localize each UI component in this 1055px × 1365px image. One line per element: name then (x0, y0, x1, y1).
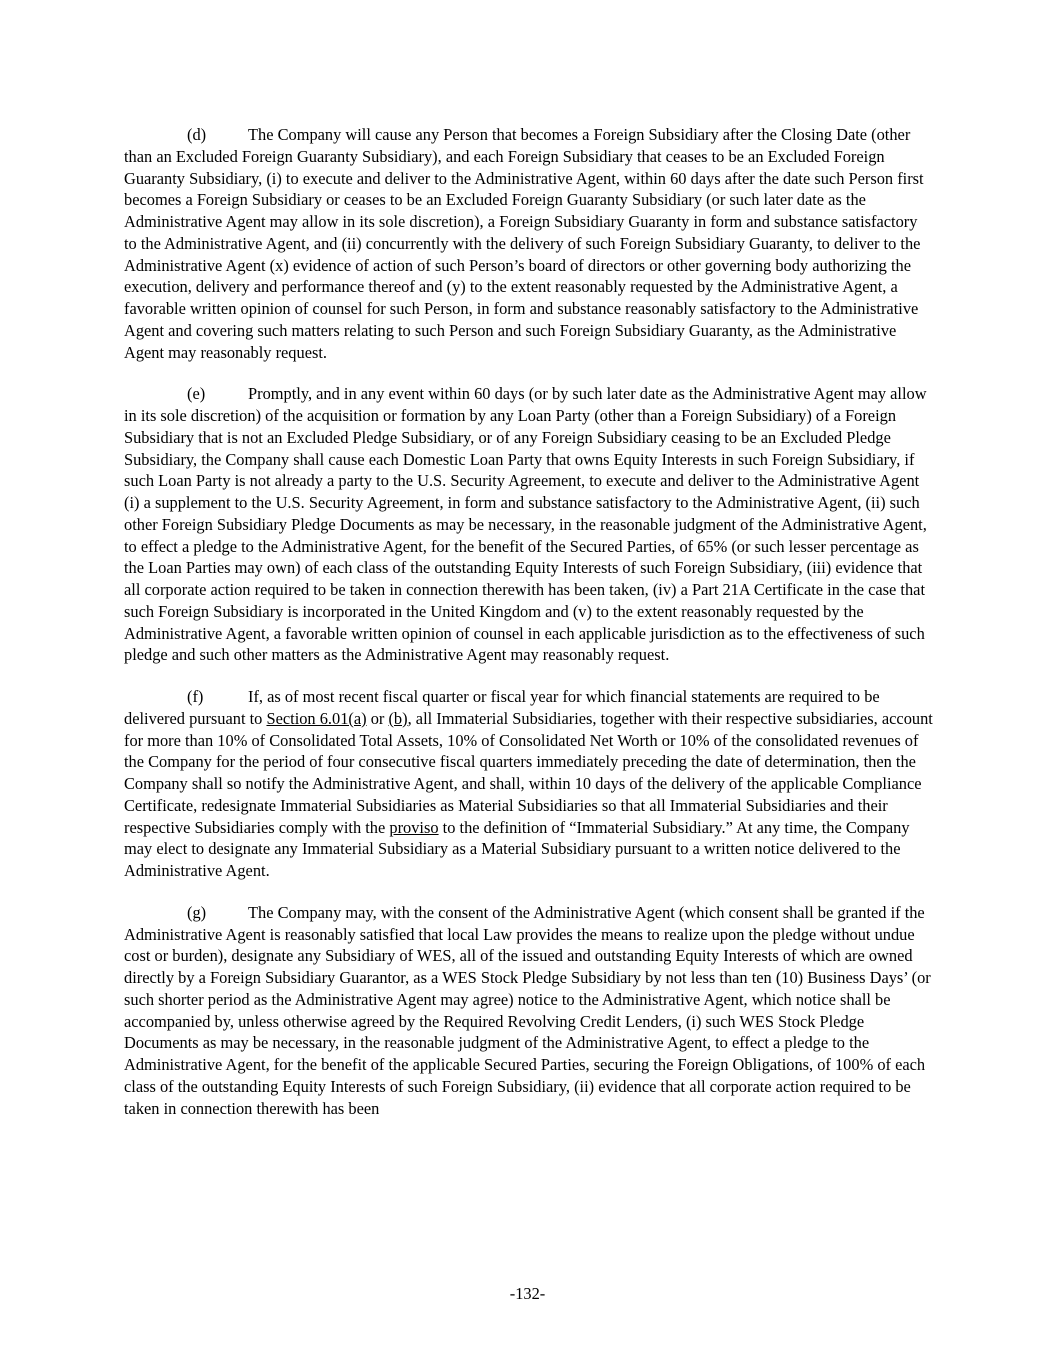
paragraph-label: (f) (187, 687, 204, 706)
paragraph-g (124, 902, 934, 1120)
paragraph-f (124, 686, 934, 882)
paragraph-label: (e) (187, 384, 206, 404)
paragraph-text: or (366, 708, 389, 728)
paragraph-text: The Company may, with the consent of the Administrative Agent (which consent shall be granted if the Administrative Agent is reasonably satisfied that local Law provides the means to realize upon the pledge without undue cost or burden), designate any Subsidiary of WES, all of the issued and outstanding Equity Interests of which are owned directly by a Foreign Subsidiary Guarantor, as a WES Stock Pledge Subsidiary by not less than ten (10) Business Days’ (or such shorter period as the Administrative Agent may agree) notice to the Administrative Agent, which notice shall be accompanied by, unless otherwise agreed by the Required Revolving Credit Lenders, (i) such WES Stock Pledge Documents as may be necessary, in the reasonable judgment of the Administrative Agent, to effect a pledge to the Administrative Agent, for the benefit of the applicable Secured Parties, securing the Foreign Obligations, of 100% of each class of the outstanding Equity Interests of such Foreign Subsidiary, (ii) evidence that all corporate action required to be taken in connection therewith has been (124, 902, 931, 1118)
document-page (124, 124, 934, 1139)
paragraph-e (124, 383, 934, 666)
paragraph-label: (d) (187, 125, 207, 144)
paragraph-label: (g) (187, 902, 207, 922)
page-number: -132- (509, 1284, 546, 1303)
paragraph-text: If, as of most recent fiscal quarter or fiscal year for which financial statements are required to be delivered pursuant to (124, 687, 880, 728)
paragraph-text: Promptly, and in any event within 60 days (or by such later date as the Administrative Agent may allow in its sole discretion) of the acquisition or formation by any Loan Party (other than a Foreign Subsidiary) of a Foreign Subsidiary that is not an Excluded Pledge Subsidiary, or of any Foreign Subsidiary ceasing to be an Excluded Pledge Subsidiary, the Company shall cause each Domestic Loan Party that owns Equity Interests in such Foreign Subsidiary, if such Loan Party is not already a party to the U.S. Security Agreement, to execute and deliver to the Administrative Agent (i) a supplement to the U.S. Security Agreement, in form and substance satisfactory to the Administrative Agent, (ii) such other Foreign Subsidiary Pledge Documents as may be necessary, in the reasonable judgment of the Administrative Agent, to effect a pledge to the Administrative Agent, for the benefit of the Secured Parties, of 65% (or such lesser percentage as the Loan Parties may own) of each class of the outstanding Equity Interests of such Foreign Subsidiary, (iii) evidence that all corporate action required to be taken in connection therewith has been taken, (iv) a Part 21A Certificate in the case that such Foreign Subsidiary is incorporated in the United Kingdom and (v) to the extent reasonably requested by the Administrative Agent, a favorable written opinion of counsel in each applicable jurisdiction as to the effectiveness of such pledge and such other matters as the Administrative Agent may reasonably request. (124, 384, 927, 665)
paragraph-text: to the definition of “Immaterial Subsidiary.” At any time, the Company may elect to designate any Immaterial Subsidiary as a Material Subsidiary pursuant to a written notice delivered to the Administrative Agent. (124, 817, 910, 880)
paragraph-text: , all Immaterial Subsidiaries, together with their respective subsidiaries, account for more than 10% of Consolidated Total Assets, 10% of Consolidated Net Worth or 10% of the consolidated revenues of the Company for the period of four consecutive fiscal quarters immediately preceding the date of determination, then the Company shall so notify the Administrative Agent, and shall, within 10 days of the delivery of the applicable Compliance Certificate, redesignate Immaterial Subsidiaries as Material Subsidiaries so that all Immaterial Subsidiaries and their respective Subsidiaries comply with the (124, 708, 933, 837)
paragraph-d (124, 124, 934, 363)
section-reference-link[interactable]: (b) (388, 708, 408, 728)
section-reference-link[interactable]: Section 6.01(a) (266, 708, 367, 728)
proviso-reference: proviso (389, 817, 439, 837)
paragraph-text: The Company will cause any Person that becomes a Foreign Subsidiary after the Closing Date (other than an Excluded Foreign Guaranty Subsidiary), and each Foreign Subsidiary that ceases to be an Excluded Foreign Guaranty Subsidiary, (i) to execute and deliver to the Administrative Agent, within 60 days after the date such Person first becomes a Foreign Subsidiary or ceases to be an Excluded Foreign Guaranty Subsidiary (or such later date as the Administrative Agent may allow in its sole discretion), a Foreign Subsidiary Guaranty in form and substance satisfactory to the Administrative Agent, and (ii) concurrently with the delivery of such Foreign Subsidiary Guaranty, to deliver to the Administrative Agent (x) evidence of action of such Person’s board of directors or other governing body authorizing the execution, delivery and performance thereof and (y) to the extent reasonably requested by the Administrative Agent, a favorable written opinion of counsel for such Person, in form and substance reasonably satisfactory to the Administrative Agent and covering such matters relating to such Person and such Foreign Subsidiary Guaranty, as the Administrative Agent may reasonably request. (124, 125, 924, 362)
